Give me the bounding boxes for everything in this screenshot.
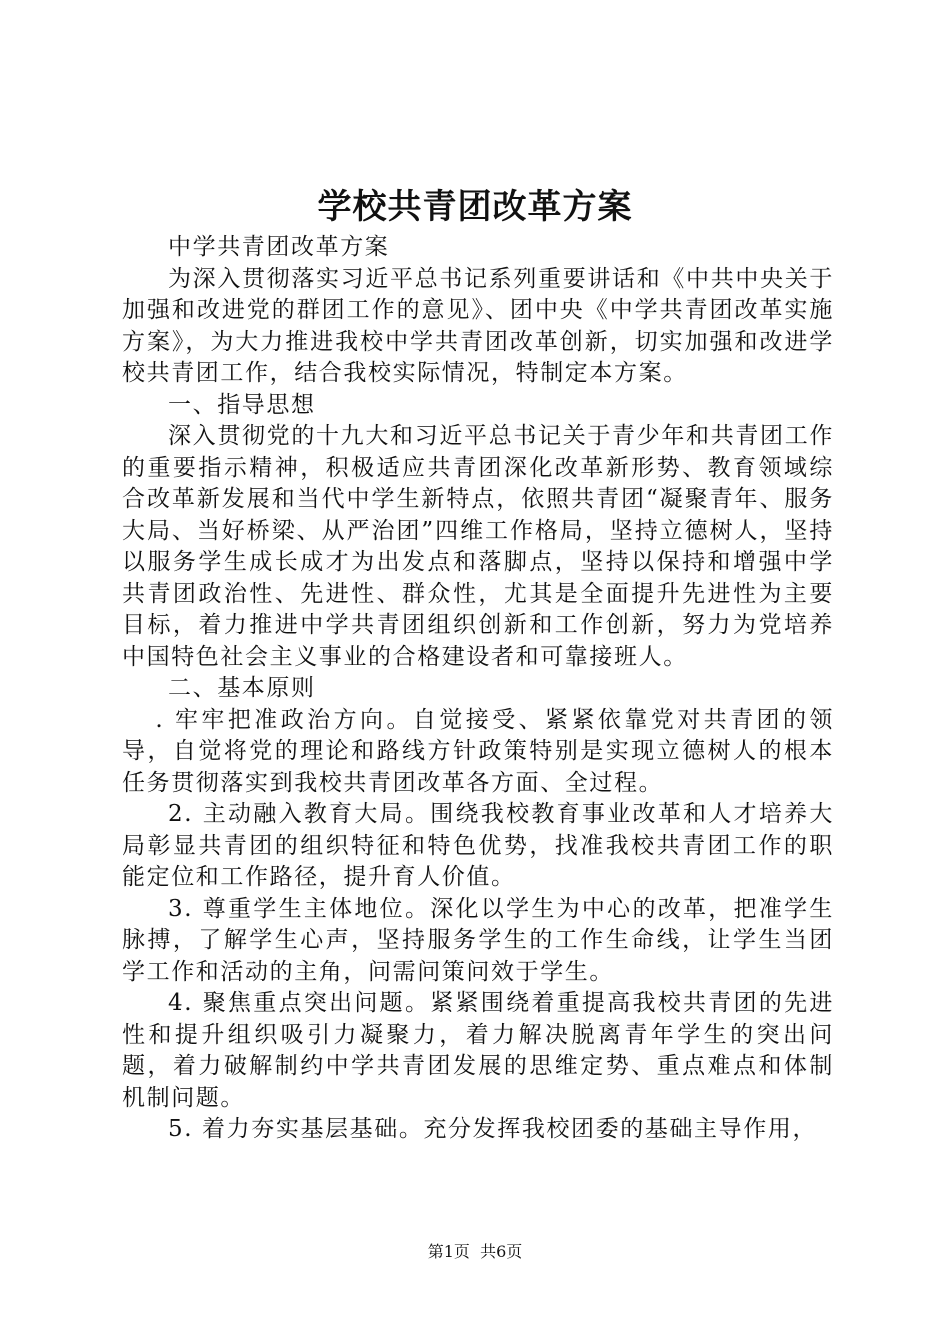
principle-item-3: 3. 尊重学生主体地位。深化以学生为中心的改革，把准学生脉搏，了解学生心声，坚持服务学生的工作生命线，让学生当团学工作和活动的主角，问需问策问效于学生。 xyxy=(122,895,834,985)
principle-item-1: . 牢牢把准政治方向。自觉接受、紧紧依靠党对共青团的领导，自觉将党的理论和路线方针政策特别是实现立德树人的根本任务贯彻落实到我校共青团改革各方面、全过程。 xyxy=(122,706,834,796)
page-total: 共6页 xyxy=(480,1242,523,1261)
paragraph-intro: 为深入贯彻落实习近平总书记系列重要讲话和《中共中央关于加强和改进党的群团工作的意见》、团中央《中学共青团改革实施方案》，为大力推进我校中学共青团改革创新，切实加强和改进学校共青团工作，结合我校实际情况，特制定本方案。 xyxy=(122,265,834,386)
paragraph-subtitle: 中学共青团改革方案 xyxy=(168,234,390,260)
page-number: 第1页 xyxy=(427,1242,470,1261)
principle-item-2: 2. 主动融入教育大局。围绕我校教育事业改革和人才培养大局彰显共青团的组织特征和特色优势，找准我校共青团工作的职能定位和工作路径，提升育人价值。 xyxy=(122,801,834,890)
paragraph-guiding-ideology: 深入贯彻党的十九大和习近平总书记关于青少年和共青团工作的重要指示精神，积极适应共青团深化改革新形势、教育领域综合改革新发展和当代中学生新特点，依照共青团“凝聚青年、服务大局、当好桥梁、从严治团”四维工作格局，坚持立德树人，坚持以服务学生成长成才为出发点和落脚点，坚持以保持和增强中学共青团政治性、先进性、群众性，尤其是全面提升先进性为主要目标，着力推进中学共青团组织创新和工作创新，努力为党培养中国特色社会主义事业的合格建设者和可靠接班人。 xyxy=(122,423,834,670)
document-title: 学校共青团改革方案 xyxy=(317,187,633,227)
principle-item-5: 5. 着力夯实基层基础。充分发挥我校团委的基础主导作用， xyxy=(168,1116,818,1142)
section-heading-guiding-ideology: 一、指导思想 xyxy=(168,391,316,418)
principle-item-4: 4. 聚焦重点突出问题。紧紧围绕着重提高我校共青团的先进性和提升组织吸引力凝聚力，着力解决脱离青年学生的突出问题，着力破解制约中学共青团发展的思维定势、重点难点和体制机制问题。 xyxy=(122,990,834,1111)
document-body xyxy=(122,232,834,1146)
page-footer xyxy=(0,1241,950,1263)
section-heading-basic-principles: 二、基本原则 xyxy=(168,675,316,701)
